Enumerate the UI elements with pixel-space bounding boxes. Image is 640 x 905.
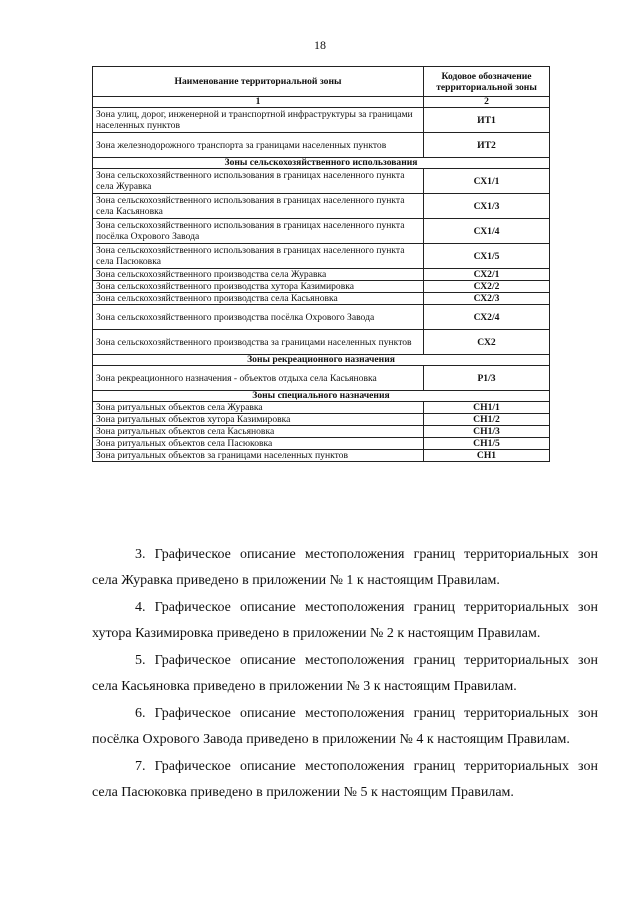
table-row [93, 366, 550, 391]
header-zone-name: Наименование территориальной зоны [93, 67, 424, 97]
column-number-2: 2 [424, 97, 550, 108]
table-row [93, 269, 550, 281]
territorial-zones-table [92, 66, 550, 462]
table-row [93, 244, 550, 269]
table-body [93, 108, 550, 462]
zone-name-cell: Зона рекреационного назначения - объектов отдыха села Касьяновка [93, 366, 424, 391]
table-row [93, 108, 550, 133]
table-row [93, 414, 550, 426]
zone-name-cell: Зона сельскохозяйственного использования в границах населенного пункта села Касьяновка [93, 194, 424, 219]
zone-name-cell: Зона сельскохозяйственного использования в границах населенного пункта посёлка Охрового Завода [93, 219, 424, 244]
zone-name-cell: Зона сельскохозяйственного производства села Журавка [93, 269, 424, 281]
section-title: Зоны рекреационного назначения [93, 355, 550, 366]
paragraph-first-line: 3. Графическое описание местоположения границ территориальных зон [135, 547, 598, 562]
page-number: 18 [314, 38, 326, 52]
zone-name-cell: Зона сельскохозяйственного производства за границами населенных пунктов [93, 330, 424, 355]
zone-code-cell: СН1/5 [424, 438, 550, 450]
zone-name-cell: Зона железнодорожного транспорта за границами населенных пунктов [93, 133, 424, 158]
table-row [93, 305, 550, 330]
section-title: Зоны сельскохозяйственного использования [93, 158, 550, 169]
column-numbering-row [93, 97, 550, 108]
zone-code-cell: СХ1/4 [424, 219, 550, 244]
section-title: Зоны специального назначения [93, 391, 550, 402]
paragraph-continuation: хутора Казимировка приведено в приложении № 2 к настоящим Правилам. [92, 626, 541, 641]
table-row [93, 402, 550, 414]
zone-code-cell: СН1 [424, 450, 550, 462]
table-header-row [93, 67, 550, 97]
table-section-row [93, 391, 550, 402]
zone-code-cell: СХ2/2 [424, 281, 550, 293]
table-row [93, 133, 550, 158]
header-zone-code: Кодовое обозначение территориальной зоны [424, 67, 550, 97]
paragraph-first-line: 4. Графическое описание местоположения границ территориальных зон [135, 600, 598, 615]
zone-code-cell: ИТ2 [424, 133, 550, 158]
paragraph [92, 542, 598, 594]
paragraph [92, 754, 598, 806]
zone-name-cell: Зона ритуальных объектов за границами населенных пунктов [93, 450, 424, 462]
zone-code-cell: ИТ1 [424, 108, 550, 133]
paragraph-first-line: 5. Графическое описание местоположения границ территориальных зон [135, 653, 598, 668]
table-row [93, 169, 550, 194]
paragraph-continuation: села Пасюковка приведено в приложении № 5 к настоящим Правилам. [92, 785, 514, 800]
table-row [93, 281, 550, 293]
paragraph-continuation: села Журавка приведено в приложении № 1 к настоящим Правилам. [92, 573, 500, 588]
zone-name-cell: Зона сельскохозяйственного производства села Касьяновка [93, 293, 424, 305]
zone-code-cell: СН1/2 [424, 414, 550, 426]
zone-name-cell: Зона сельскохозяйственного использования в границах населенного пункта села Журавка [93, 169, 424, 194]
table-row [93, 438, 550, 450]
zone-name-cell: Зона ритуальных объектов села Касьяновка [93, 426, 424, 438]
table-row [93, 450, 550, 462]
table-row [93, 293, 550, 305]
paragraph-continuation: посёлка Охрового Завода приведено в приложении № 4 к настоящим Правилам. [92, 732, 570, 747]
zone-name-cell: Зона ритуальных объектов села Журавка [93, 402, 424, 414]
zone-name-cell: Зона улиц, дорог, инженерной и транспортной инфраструктуры за границами населенных пунктов [93, 108, 424, 133]
table-row [93, 194, 550, 219]
zone-name-cell: Зона сельскохозяйственного использования в границах населенного пункта села Пасюковка [93, 244, 424, 269]
table-row [93, 330, 550, 355]
zone-code-cell: СХ1/3 [424, 194, 550, 219]
paragraph [92, 648, 598, 700]
zone-name-cell: Зона ритуальных объектов хутора Казимировка [93, 414, 424, 426]
paragraph-first-line: 7. Графическое описание местоположения границ территориальных зон [135, 759, 598, 774]
zone-name-cell: Зона сельскохозяйственного производства хутора Казимировка [93, 281, 424, 293]
zone-code-cell: СХ1/5 [424, 244, 550, 269]
zone-code-cell: СН1/3 [424, 426, 550, 438]
zone-code-cell: СХ2/3 [424, 293, 550, 305]
zone-code-cell: СХ2 [424, 330, 550, 355]
table-row [93, 219, 550, 244]
table-row [93, 426, 550, 438]
paragraph [92, 595, 598, 647]
table-section-row [93, 355, 550, 366]
zone-code-cell: СХ2/1 [424, 269, 550, 281]
paragraph-continuation: села Касьяновка приведено в приложении № 3 к настоящим Правилам. [92, 679, 517, 694]
zone-code-cell: СН1/1 [424, 402, 550, 414]
table-section-row [93, 158, 550, 169]
zone-code-cell: СХ1/1 [424, 169, 550, 194]
body-text [92, 542, 598, 806]
zone-code-cell: Р1/3 [424, 366, 550, 391]
paragraph [92, 701, 598, 753]
zone-code-cell: СХ2/4 [424, 305, 550, 330]
zone-name-cell: Зона сельскохозяйственного производства посёлка Охрового Завода [93, 305, 424, 330]
paragraph-first-line: 6. Графическое описание местоположения границ территориальных зон [135, 706, 598, 721]
zone-name-cell: Зона ритуальных объектов села Пасюковка [93, 438, 424, 450]
column-number-1: 1 [93, 97, 424, 108]
